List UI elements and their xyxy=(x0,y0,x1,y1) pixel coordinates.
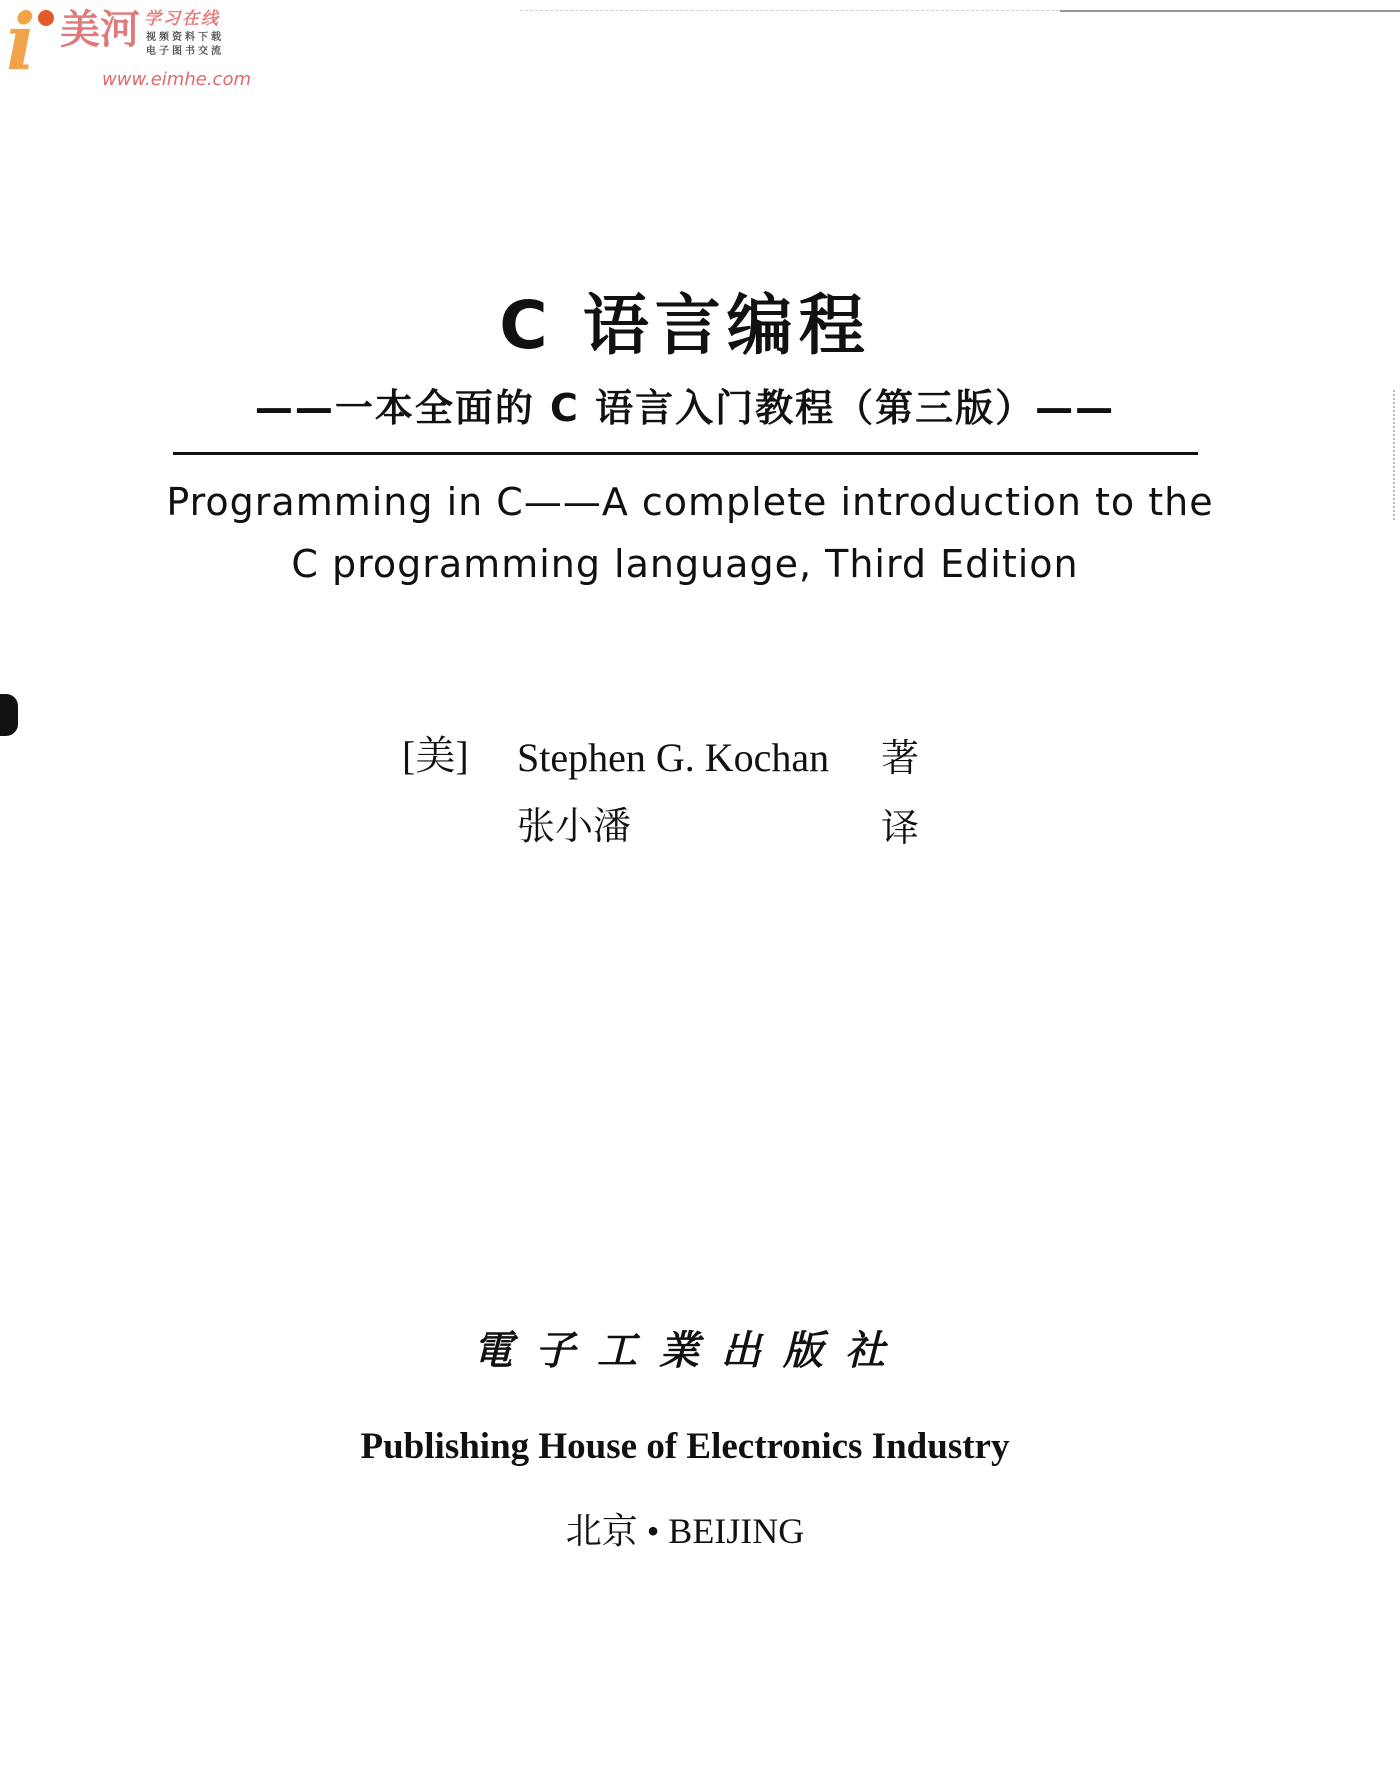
logo-slogan: 学习在线 xyxy=(144,9,220,29)
logo-tagline-1: 视频资料下载 xyxy=(146,32,224,43)
book-title-cn: C 语言编程 xyxy=(499,287,871,364)
scan-mark-right xyxy=(1393,390,1397,520)
author-country: [美] xyxy=(402,733,469,778)
book-subtitle-cn: ——一本全面的 C 语言入门教程（第三版）—— xyxy=(254,386,1116,430)
scan-ink-blob xyxy=(0,694,18,736)
publisher-city: 北京 • BEIJING xyxy=(565,1511,805,1551)
author-name: Stephen G. Kochan xyxy=(517,735,830,780)
book-title-en-line1: Programming in C——A complete introduction to the xyxy=(166,480,1214,524)
logo-tagline-2: 电子图书交流 xyxy=(146,46,224,57)
publisher-name-cn: 電子工業出版社 xyxy=(473,1327,907,1374)
translator-name: 张小潘 xyxy=(517,804,632,848)
watermark-logo xyxy=(6,0,251,90)
logo-brand-name: 美河 xyxy=(60,7,140,53)
logo-dot-icon xyxy=(38,10,54,26)
author-role: 著 xyxy=(881,736,920,780)
logo-letter: i xyxy=(6,0,36,88)
logo-url: www.eimhe.com xyxy=(102,69,251,90)
publisher-name-en: Publishing House of Electronics Industry xyxy=(360,1426,1010,1467)
translator-role: 译 xyxy=(881,806,920,850)
scan-mark-top-right xyxy=(1060,10,1400,12)
title-divider xyxy=(173,452,1198,455)
book-title-en-line2: C programming language, Third Edition xyxy=(291,542,1079,586)
